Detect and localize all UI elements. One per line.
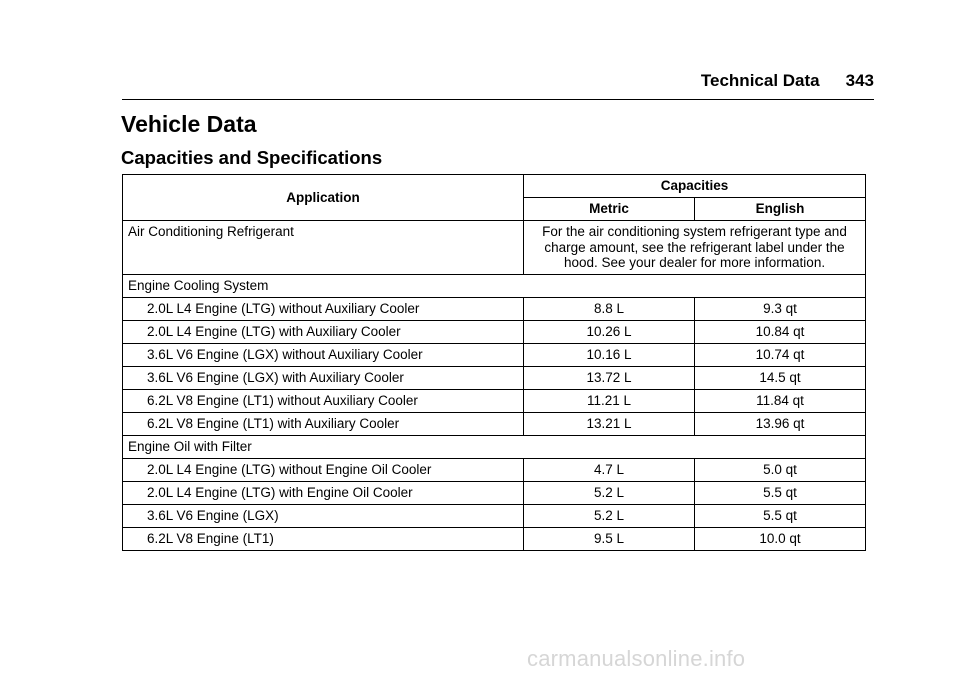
- english-cell: 10.0 qt: [695, 527, 866, 550]
- group-label-cooling: Engine Cooling System: [123, 274, 866, 297]
- application-cell: 2.0L L4 Engine (LTG) without Engine Oil Cooler: [123, 458, 524, 481]
- page-number: 343: [845, 71, 874, 90]
- table-row-refrigerant: [123, 221, 866, 275]
- table-row: [123, 527, 866, 550]
- page-header: [0, 70, 874, 92]
- table-row: [123, 504, 866, 527]
- table-row: [123, 458, 866, 481]
- application-cell: 3.6L V6 Engine (LGX) without Auxiliary Cooler: [123, 343, 524, 366]
- english-header: English: [695, 198, 866, 221]
- application-cell: 3.6L V6 Engine (LGX) with Auxiliary Cooler: [123, 366, 524, 389]
- capacities-header: Capacities: [524, 175, 866, 198]
- table-row: [123, 389, 866, 412]
- subsection-title: Capacities and Specifications: [121, 147, 383, 168]
- application-cell: 6.2L V8 Engine (LT1) without Auxiliary Cooler: [123, 389, 524, 412]
- watermark: carmanualsonline.info: [527, 646, 746, 671]
- metric-cell: 5.2 L: [524, 504, 695, 527]
- header-section-title: Technical Data: [700, 71, 820, 90]
- application-cell: 6.2L V8 Engine (LT1) with Auxiliary Cooler: [123, 412, 524, 435]
- table-row: [123, 343, 866, 366]
- application-cell: 2.0L L4 Engine (LTG) without Auxiliary Cooler: [123, 297, 524, 320]
- capacities-table: [122, 174, 866, 551]
- metric-header: Metric: [524, 198, 695, 221]
- refrigerant-note: For the air conditioning system refrigerant type and charge amount, see the refrigerant label under the hood. See your dealer for more information.: [524, 221, 866, 275]
- english-cell: 5.0 qt: [695, 458, 866, 481]
- group-label-oil: Engine Oil with Filter: [123, 435, 866, 458]
- table-row: [123, 320, 866, 343]
- english-cell: 5.5 qt: [695, 504, 866, 527]
- table-row: [123, 412, 866, 435]
- group-row-cooling: [123, 274, 866, 297]
- english-cell: 10.84 qt: [695, 320, 866, 343]
- table-row: [123, 297, 866, 320]
- table-row: [123, 481, 866, 504]
- english-cell: 11.84 qt: [695, 389, 866, 412]
- metric-cell: 10.26 L: [524, 320, 695, 343]
- application-cell: 2.0L L4 Engine (LTG) with Engine Oil Cooler: [123, 481, 524, 504]
- english-cell: 5.5 qt: [695, 481, 866, 504]
- metric-cell: 11.21 L: [524, 389, 695, 412]
- refrigerant-label: Air Conditioning Refrigerant: [123, 221, 524, 275]
- english-cell: 13.96 qt: [695, 412, 866, 435]
- metric-cell: 4.7 L: [524, 458, 695, 481]
- group-row-oil: [123, 435, 866, 458]
- table-header-row: [123, 175, 866, 198]
- english-cell: 10.74 qt: [695, 343, 866, 366]
- metric-cell: 13.21 L: [524, 412, 695, 435]
- metric-cell: 9.5 L: [524, 527, 695, 550]
- metric-cell: 13.72 L: [524, 366, 695, 389]
- english-cell: 9.3 qt: [695, 297, 866, 320]
- table-row: [123, 366, 866, 389]
- header-divider: [122, 99, 874, 100]
- metric-cell: 8.8 L: [524, 297, 695, 320]
- metric-cell: 10.16 L: [524, 343, 695, 366]
- section-title: Vehicle Data: [121, 111, 257, 137]
- application-cell: 2.0L L4 Engine (LTG) with Auxiliary Cooler: [123, 320, 524, 343]
- application-cell: 6.2L V8 Engine (LT1): [123, 527, 524, 550]
- application-header: Application: [123, 175, 524, 221]
- metric-cell: 5.2 L: [524, 481, 695, 504]
- application-cell: 3.6L V6 Engine (LGX): [123, 504, 524, 527]
- english-cell: 14.5 qt: [695, 366, 866, 389]
